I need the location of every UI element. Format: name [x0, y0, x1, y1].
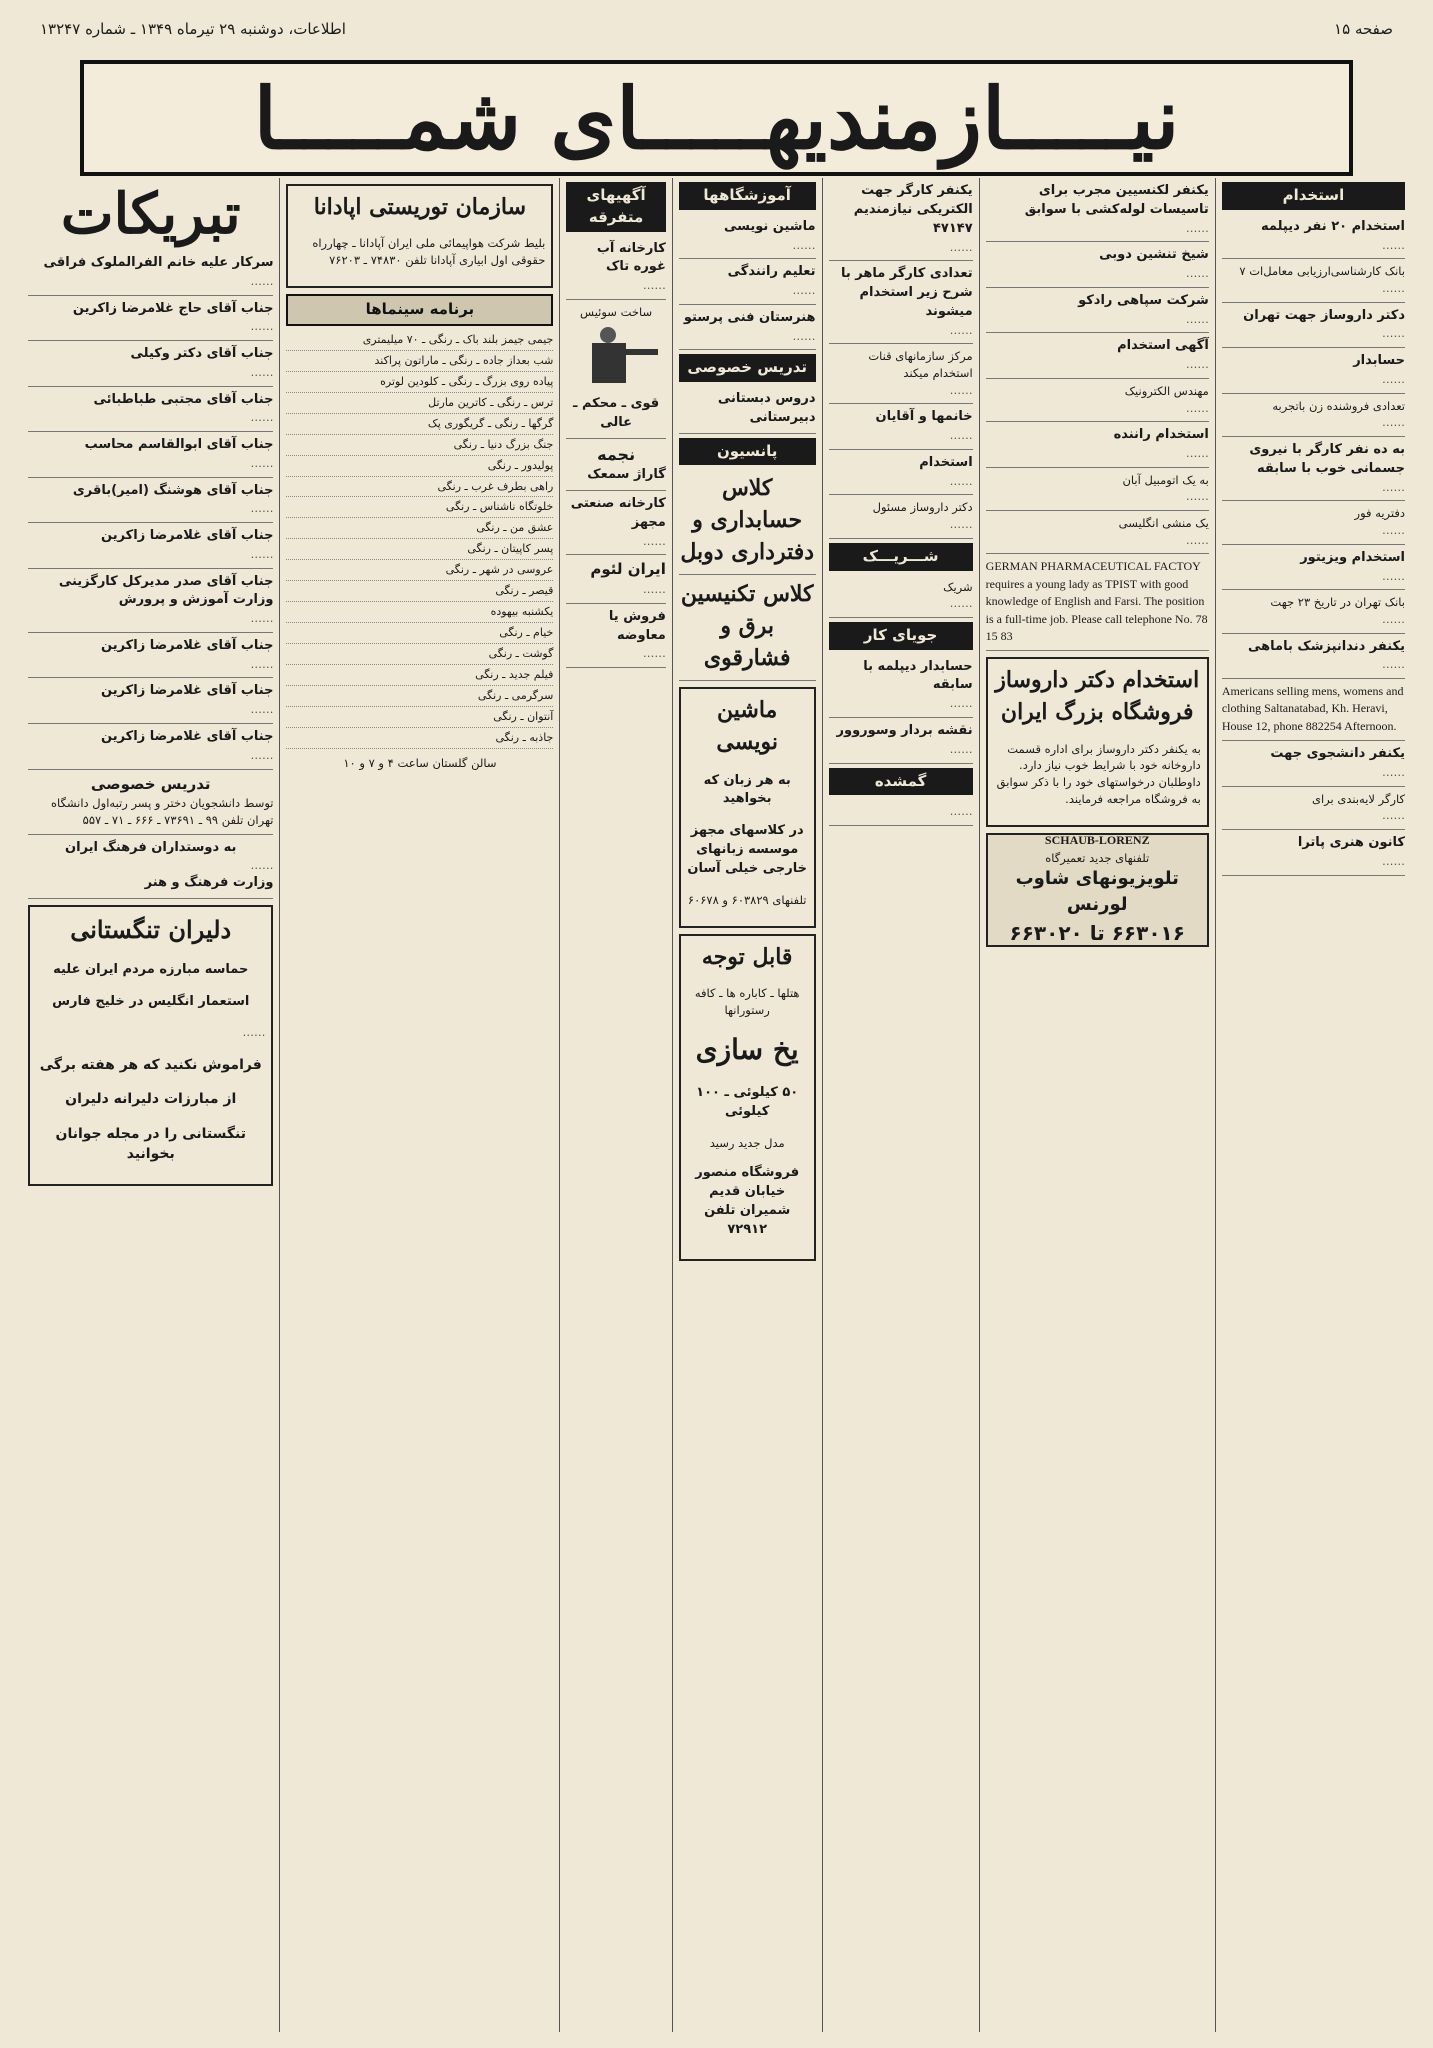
cinema-title: برنامه سینماها [286, 294, 553, 326]
cinema-listing: راهی بطرف غرب ـ رنگی [286, 477, 553, 498]
cinema-listing: گرگها ـ رنگی ـ گریگوری پک [286, 414, 553, 435]
pharmacist-ad-body: به یکنفر دکتر داروساز برای اداره قسمت داروخانه خود با شرایط خوب نیاز دارد. داوطلبان درخواستهای خود را با ذکر سوابق به فروشگاه مراجعه فرمایند. [996, 741, 1201, 806]
classified-ad: مهندس الکترونیک …… [986, 379, 1209, 422]
cinema-listing: عشق من ـ رنگی [286, 518, 553, 539]
classified-ad: خانمها و آقایان …… [829, 404, 973, 450]
pharmacist-ad [986, 657, 1209, 826]
classified-ad: یکنفر دانشجوی جهت …… [1222, 741, 1405, 787]
column-jobs-2 [979, 178, 1215, 2032]
classified-ad: نجمه گاراژ سمعک [566, 439, 666, 491]
classified-ad: بانک کارشناسی‌ارزیابی معامل‌ات ۷ …… [1222, 259, 1405, 302]
cinema-listing: جاذبه ـ رنگی [286, 728, 553, 749]
cinema-listing: عروسی در شهر ـ رنگی [286, 560, 553, 581]
cinema-listing: ترس ـ رنگی ـ کاترین مارتل [286, 393, 553, 414]
pansion-title: پانسیون [679, 438, 816, 466]
page-header [40, 14, 1393, 44]
cinema-listing: خیام ـ رنگی [286, 623, 553, 644]
cinema-listing: پسر کاپیتان ـ رنگی [286, 539, 553, 560]
column-cinema [279, 178, 559, 2032]
cinema-listing: قیصر ـ رنگی [286, 581, 553, 602]
masthead-title: نیـــــازمندیهـــــای شمـــــا [253, 68, 1180, 168]
cinema-listing: خلوتگاه ناشناس ـ رنگی [286, 497, 553, 518]
typing-title: ماشین نویسی [716, 696, 778, 755]
classified-ad: استخدام ۲۰ نفر دیپلمه …… [1222, 214, 1405, 260]
cinema-footer: سالن گلستان ساعت ۴ و ۷ و ۱۰ [343, 755, 497, 770]
congrats-ad: جناب آقای حاج غلامرضا زاکرین …… [28, 296, 273, 342]
cinema-listing: سرگرمی ـ رنگی [286, 686, 553, 707]
cinema-listing: جنگ بزرگ دنیا ـ رنگی [286, 435, 553, 456]
classified-ad: کارخانه صنعتی مجهز …… [566, 491, 666, 555]
classified-ad: کلاس تکنیسین برق و فشارقوی [679, 575, 816, 681]
lost-section-title: گمشده [829, 768, 973, 796]
classified-ad: شرکت سپاهی رادکو …… [986, 288, 1209, 334]
partner-section-title: شـــریـــک [829, 543, 973, 571]
job-seeker-section-title: جویای کار [829, 622, 973, 650]
classified-ad: دفتریه فور …… [1222, 501, 1405, 544]
classified-ad: Americans selling mens, womens and clothing Saltanatabad, Kh. Heravi, House 12, phone 882254 Afternoon. [1222, 679, 1405, 741]
classified-ad-english: GERMAN PHARMACEUTICAL FACTOY requires a young lady as TPIST with good knowledge of English and Farsi. The position is a full-time job. Please call telephone No. 78 15 83 [986, 554, 1209, 651]
classified-ad: هنرستان فنی پرستو …… [679, 305, 816, 351]
tutoring-ad: تدریس خصوصی توسط دانشجویان دختر و پسر رتبه‌اول دانشگاه تهران تلفن ۹۹ ـ ۷۳۶۹۱ ـ ۶۶۶ ـ ۷۱ ـ ۵۵۷ [28, 770, 273, 835]
classified-ad: کارگر لایه‌بندی برای …… [1222, 787, 1405, 830]
congratulations-title: تبریکات [60, 181, 241, 247]
classified-ad: یک منشی انگلیسی …… [986, 511, 1209, 554]
classified-ad: فروش یا معاوضه …… [566, 604, 666, 668]
congrats-ad: جناب آقای دکتر وکیلی …… [28, 341, 273, 387]
tutoring-title: تدریس خصوصی [679, 354, 816, 382]
classified-ad: شیخ تنشین دوبی …… [986, 242, 1209, 288]
congrats-ad: سرکار علیه خانم الفرالملوک فراقی …… [28, 250, 273, 296]
phone-ad-numbers: ۶۶۳۰۱۶ تا ۶۶۳۰۲۰ [1009, 920, 1185, 945]
congrats-ad: جناب آقای غلامرضا زاکرین …… [28, 633, 273, 679]
columns [22, 178, 1411, 2032]
classified-ad: تعدادی فروشنده زن باتجربه …… [1222, 394, 1405, 437]
classified-ad: کارخانه آب غوره تاک …… [566, 236, 666, 300]
column-employment [1215, 178, 1411, 2032]
misc-title: آگهیهای متفرقه [566, 182, 666, 232]
employment-title: استخدام [1222, 182, 1405, 210]
tourism-ad: سازمان توریستی اپادانا بلیط شرکت هواپیمائی ملی ایران آپادانا ـ چهارراه حقوقی اول ابیاری آپادانا تلفن ۷۴۸۳۰ ـ ۷۶۲۰۳ [286, 184, 553, 288]
ice-maker-ad: قابل توجه هتلها ـ کاباره ها ـ کافه رستورانها یخ سازی ۵۰ کیلوئی ـ ۱۰۰ کیلوئی مدل جدید رسید فروشگاه منصور خیابان قدیم شمیران تلفن ۷۲۹۱۲ [679, 934, 816, 1261]
classified-ad: تعدادی کارگر ماهر با شرح زیر استخدام میشوند …… [829, 261, 973, 344]
classified-ad: تعلیم رانندگی …… [679, 259, 816, 305]
notice-title: قابل توجه [701, 944, 793, 970]
classified-ad: استخدام ویزیتور …… [1222, 545, 1405, 591]
congrats-ad: جناب آقای مجتبی طباطبائی …… [28, 387, 273, 433]
cinema-list [286, 330, 553, 749]
classified-ad: کانون هنری پاترا …… [1222, 830, 1405, 876]
page-number: صفحه ۱۵ [1334, 20, 1393, 38]
classified-ad: دروس دبستانی دبیرستانی [679, 386, 816, 434]
sprayer-icon [562, 321, 666, 391]
cinema-listing: گوشت ـ رنگی [286, 644, 553, 665]
magazine-promo: دلیران تنگستانی حماسه مبارزه مردم ایران علیه استعمار انگلیس در خلیج فارس …… فراموش نکنید که هر هفته برگی از مبارزات دلیرانه دلیران تنگستانی را در مجله جوانان بخوانید [28, 905, 273, 1186]
phone-ad-line1: تلفنهای جدید تعمیرگاه [1045, 850, 1150, 865]
cinema-listing: شب بعداز جاده ـ رنگی ـ ماراتون پراکند [286, 351, 553, 372]
column-education [672, 178, 822, 2032]
classified-ad: دکتر داروساز جهت تهران …… [1222, 303, 1405, 349]
phone-ad [986, 833, 1209, 947]
congrats-ad: جناب آقای غلامرضا زاکرین …… [28, 724, 273, 770]
sprayer-ad: ساخت سوئیس قوی ـ محکم ـ عالی [566, 300, 666, 439]
column-congratulations [22, 178, 279, 2032]
classified-ad: دکتر داروساز مسئول …… [829, 495, 973, 538]
typing-course-ad: ماشین نویسی به هر زبان که بخواهید در کلاسهای مجهز موسسه زبانهای خارجی خیلی آسان تلفنهای ۶۰۳۸۲۹ و ۶۰۶۷۸ [679, 687, 816, 928]
congrats-ad: جناب آقای ابوالقاسم محاسب …… [28, 432, 273, 478]
classified-ad: بانک تهران در تاریخ ۲۳ جهت …… [1222, 590, 1405, 633]
classified-ad: مرکز سازمانهای قنات استخدام میکند …… [829, 344, 973, 404]
classified-ad: …… [829, 799, 973, 826]
classified-ad: استخدام راننده …… [986, 422, 1209, 468]
phone-ad-line2: تلویزیونهای شاوب لورنس [1015, 868, 1179, 916]
classified-ad: ایران لئوم …… [566, 555, 666, 603]
issue-info: اطلاعات، دوشنبه ۲۹ تیرماه ۱۳۴۹ ـ شماره ۱۳۲۴۷ [40, 20, 346, 38]
classified-ad: آگهی استخدام …… [986, 333, 1209, 379]
congrats-ad: جناب آقای صدر مدیرکل کارگزینی وزارت آموزش و پرورش …… [28, 569, 273, 633]
classified-ad: ماشین نویسی …… [679, 214, 816, 260]
pharmacist-ad-title: استخدام دکتر داروساز فروشگاه بزرگ ایران [995, 667, 1200, 726]
tourism-title: سازمان توریستی اپادانا [313, 194, 527, 220]
classified-ad: استخدام …… [829, 450, 973, 496]
classified-ad: یکنفر کارگر جهت الکتریکی نیازمندیم ۴۷۱۴۷ …… [829, 178, 973, 261]
cinema-listing: آنتوان ـ رنگی [286, 707, 553, 728]
congrats-ad: جناب آقای غلامرضا زاکرین …… [28, 523, 273, 569]
column-misc [559, 178, 672, 2032]
cinema-listing: فیلم جدید ـ رنگی [286, 665, 553, 686]
promo-title: دلیران تنگستانی [70, 914, 232, 944]
culture-notice: به دوستداران فرهنگ ایران …… وزارت فرهنگ و هنر [28, 835, 273, 899]
cinema-listing: پولیدور ـ رنگی [286, 456, 553, 477]
classified-ad: یکنفر لکنسیین مجرب برای تاسیسات لوله‌کشی با سوابق …… [986, 178, 1209, 242]
masthead [80, 60, 1353, 176]
classified-ad: به ده نفر کارگر با نیروی جسمانی خوب با سابقه …… [1222, 437, 1405, 501]
education-title: آموزشگاهها [679, 182, 816, 210]
classified-ad: حسابدار دیپلمه با سابقه …… [829, 654, 973, 718]
classified-ad: شریک …… [829, 575, 973, 618]
column-jobs-3 [822, 178, 979, 2032]
classified-ad: نقشه بردار وسوروور …… [829, 718, 973, 764]
congrats-ad: جناب آقای هوشنگ (امیر)باقری …… [28, 478, 273, 524]
classified-ad: کلاس حسابداری و دفترداری دوبل [679, 469, 816, 575]
cinema-listing: پیاده روی بزرگ ـ رنگی ـ کلودین لوتره [286, 372, 553, 393]
cinema-listing: یکشنبه بیهوده [286, 602, 553, 623]
classified-ad: یکنفر دندانپزشک باماهی …… [1222, 634, 1405, 680]
cinema-listing: جیمی جیمز بلند باک ـ رنگی ـ ۷۰ میلیمتری [286, 330, 553, 351]
brand-logo: SCHAUB-LORENZ [1044, 833, 1150, 848]
classified-ad: به یک اتومبیل آبان …… [986, 468, 1209, 511]
brand-logo: نجمه [597, 444, 636, 464]
classified-ad: حسابدار …… [1222, 348, 1405, 394]
congrats-ad: جناب آقای غلامرضا زاکرین …… [28, 678, 273, 724]
